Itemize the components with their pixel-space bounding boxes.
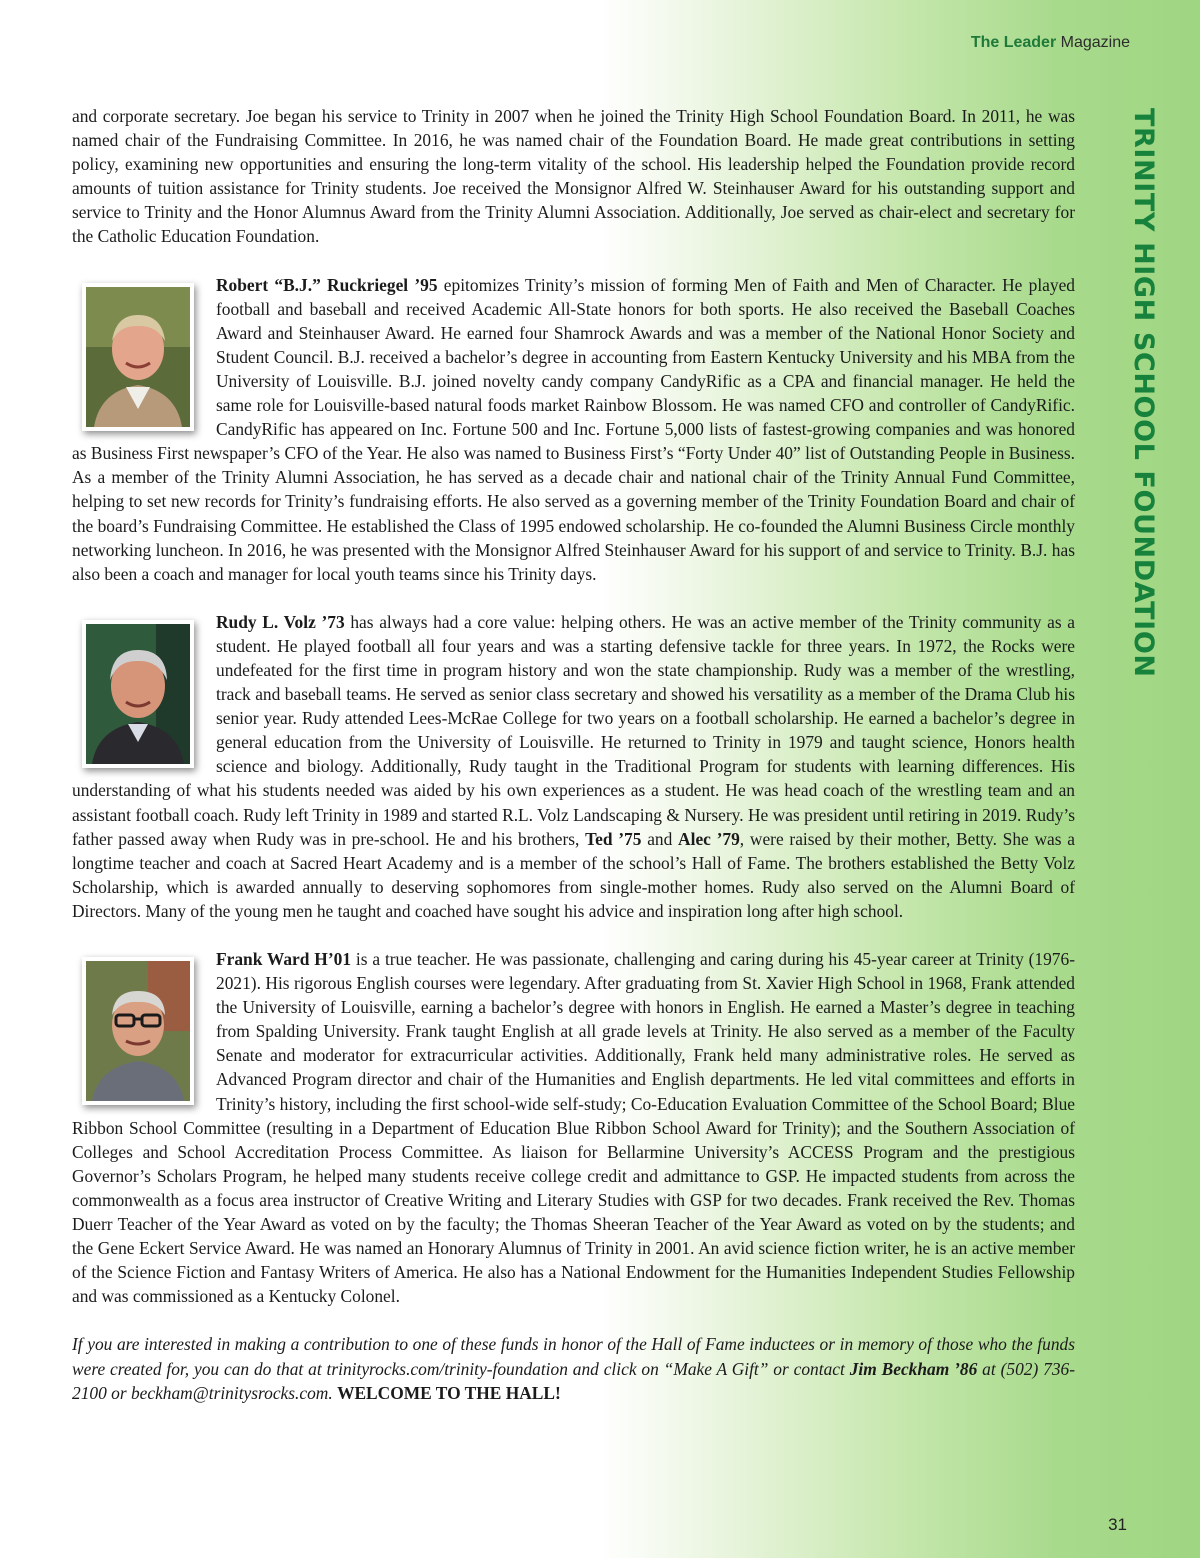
ward-text: is a true teacher. He was passionate, challenging and caring during his 45-year career at Trinity (1976-2021). His rigorous English courses were legendary. After graduating from St. Xavier High School in 1968, Frank attended the University of Louisville, earning a bachelor’s degree with honors in English. He earned a Master’s degree in teaching from Spalding University. Frank taught English at all grade levels at Trinity. He also served as a member of the Faculty Senate and moderator for extracurricular activities. Additionally, Frank held many administrative roles. He served as Advanced Program director and chair of the Humanities and English departments. He led vital committees and efforts in Trinity’s history, including the first school-wide self-study; Co-Education Evaluation Committee of the School Board; Blue Ribbon School Committee (resulting in a Department of Education Blue Ribbon School Award for Trinity); and the Southern Association of Colleges and School Accreditation Process Committee. As liaison for Bellarmine University’s ACCESS Program and the prestigious Governor’s Scholars Program, he helped many students receive college credit and admittance to GSP. He impacted students from across the commonwealth as a focus area instructor of Creative Writing and Literary Studies with GSP for two decades. Frank received the Rev. Thomas Duerr Teacher of the Year Award as voted on by the faculty; the Thomas Sheeran Teacher of the Year Award as voted on by the students; and the Gene Eckert Service Award. He was named an Honorary Alumnus of Trinity in 2001. An avid science fiction writer, he is an active member of the Science Fiction and Fantasy Writers of America. He also has a National Endowment for the Humanities Independent Studies Fellowship and was commissioned as a Kentucky Colonel.	[72, 949, 1075, 1307]
magazine-brand: The Leader	[970, 34, 1057, 51]
closing-welcome: WELCOME TO THE HALL!	[337, 1382, 561, 1403]
volz-photo	[82, 620, 194, 768]
volz-brother-alec: Alec ’79	[678, 828, 740, 849]
volz-and: and	[641, 828, 679, 849]
article-body	[72, 104, 1075, 1429]
intro-paragraph: and corporate secretary. Joe began his service to Trinity in 2007 when he joined the Trinity High School Foundation Board. In 2011, he was named chair of the Fundraising Committee. In 2016, he was named chair of the Foundation Board. He made great contributions in setting policy, examining new opportunities and ensuring the long-term vitality of the school. His leadership helped the Foundation provide record amounts of tuition assistance for Trinity students. Joe received the Monsignor Alfred W. Steinhauser Award for his outstanding support and service to Trinity and the Honor Alumnus Award from the Trinity Alumni Association. Additionally, Joe served as chair-elect and secretary for the Catholic Education Foundation.	[72, 106, 1075, 247]
ruckriegel-photo	[82, 283, 194, 431]
portrait-icon	[86, 624, 190, 764]
ward-name: Frank Ward H’01	[216, 949, 352, 969]
volz-name: Rudy L. Volz ’73	[216, 611, 345, 632]
ruckriegel-text: epitomizes Trinity’s mission of forming Men of Faith and Men of Character. He played football and baseball and received Academic All-State honors for both sports. He also received the Baseball Coaches Award and Steinhauser Award. He earned four Shamrock Awards and was a member of the National Honor Society and Student Council. B.J. received a bachelor’s degree in accounting from Eastern Kentucky University and his MBA from the University of Louisville. B.J. joined novelty candy company CandyRific as a CPA and financial manager. He held the same role for Louisville-based natural foods market Rainbow Blossom. He was named CFO and controller of CandyRific. CandyRific has appeared on Inc. Fortune 500 and Inc. Fortune 5,000 lists of fastest-growing companies and was honored as Business First newspaper’s CFO of the Year. He also was named to Business First’s “Forty Under 40” list of Outstanding People in Business. As a member of the Trinity Alumni Association, he has served as a decade chair and national chair of the Trinity Annual Fund Committee, helping to set new records for Trinity’s fundraising efforts. He also served as a governing member of the Trinity Foundation Board and chair of the board’s Fundraising Committee. He established the Class of 1995 endowed scholarship. He co-founded the Alumni Business Circle monthly networking luncheon. In 2016, he was presented with the Monsignor Alfred Steinhauser Award for his support of and service to Trinity. B.J. has also been a coach and manager for local youth teams since his Trinity days.	[72, 274, 1075, 584]
volz-profile	[72, 610, 1075, 923]
closing-note	[72, 1332, 1075, 1404]
ruckriegel-profile	[72, 273, 1075, 586]
section-side-title: TRINITY HIGH SCHOOL FOUNDATION	[1128, 108, 1159, 678]
ward-photo	[82, 957, 194, 1105]
magazine-header	[971, 34, 1130, 52]
volz-text-a: has always had a core value: helping others. He was an active member of the Trinity community as a student. He played football all four years and was a starting defensive tackle for three years. In 1972, the Rocks were undefeated for the first time in program history and won the state championship. Rudy was a member of the wrestling, track and baseball teams. He served as senior class secretary and showed his versatility as a member of the Drama Club his senior year. Rudy attended Lees-McRae College for two years on a football scholarship. He earned a bachelor’s degree in general education from the University of Louisville. He returned to Trinity in 1979 and taught science, Honors health science and biology. Additionally, Rudy taught in the Traditional Program for students with learning differences. His understanding of what his students needed was aided by his own experiences as a student. He was head coach of the wrestling team and an assistant football coach. Rudy left Trinity in 1989 and started R.L. Volz Landscaping & Nursery. He was president until retiring in 2019. Rudy’s father passed away when Rudy was in pre-school. He and his brothers,	[72, 611, 1075, 849]
closing-contact-rest: at (502) 736-2100 or beckham@trinitysrocks.com.	[72, 1358, 1076, 1403]
ward-profile	[72, 947, 1075, 1308]
volz-text-b: , were raised by their mother, Betty. She was a longtime teacher and coach at Sacred Heart Academy and is a member of the school’s Hall of Fame. The brothers established the Betty Volz Scholarship, which is awarded annually to deserving sophomores from single-mother homes. Rudy also served on the Alumni Board of Directors. Many of the young men he taught and coached have sought his advice and inspiration long after high school.	[72, 828, 1075, 921]
volz-brother-ted: Ted ’75	[585, 828, 642, 849]
closing-contact-name: Jim Beckham ’86	[849, 1358, 978, 1379]
page-number: 31	[1108, 1515, 1127, 1534]
magazine-suffix: Magazine	[1060, 34, 1130, 51]
ruckriegel-name: Robert “B.J.” Ruckriegel ’95	[216, 274, 438, 295]
closing-text: If you are interested in making a contribution to one of these funds in honor of the Hall of Fame inductees or in memory of those who the funds were created for, you can do that at trinityrocks.com/trinity-foundation and click on “Make A Gift” or contact	[72, 1334, 1075, 1379]
portrait-icon	[86, 287, 190, 427]
portrait-icon	[86, 961, 190, 1101]
